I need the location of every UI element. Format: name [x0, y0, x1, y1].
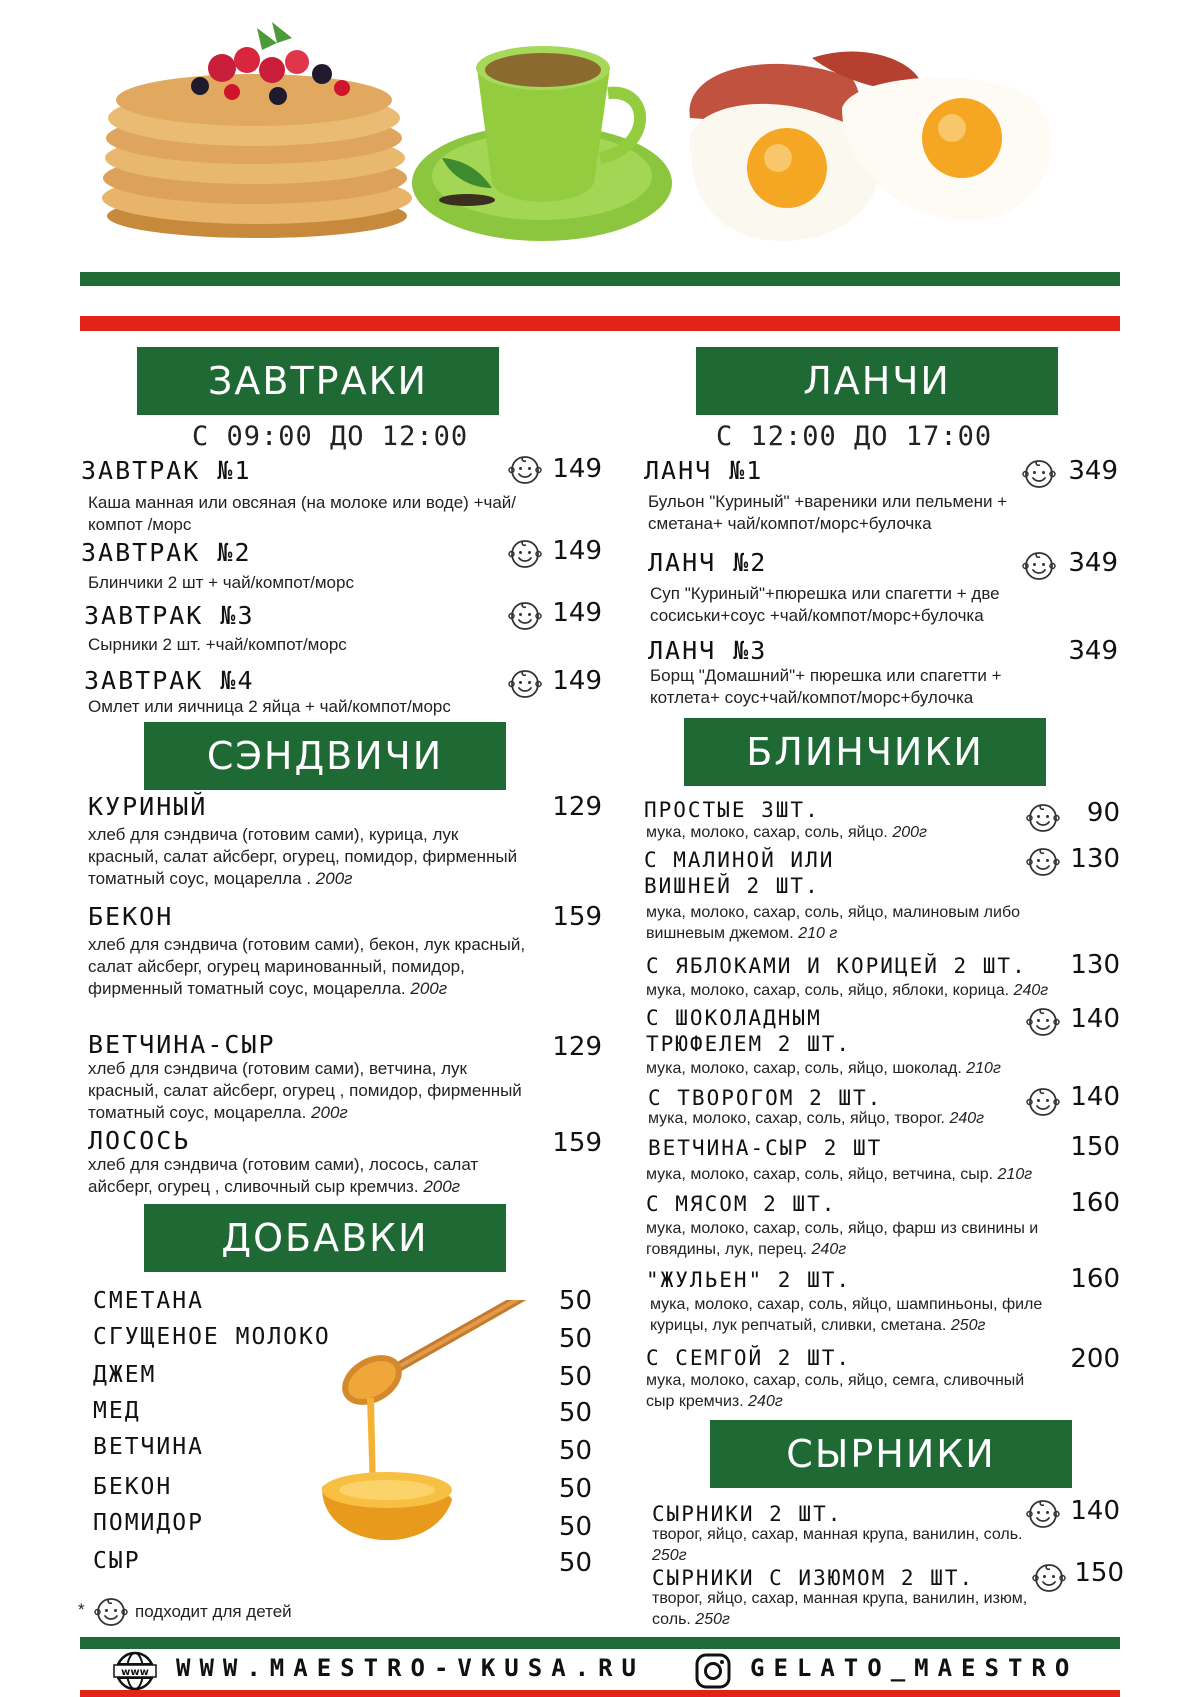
pancake-1-desc: мука, молоко, сахар, соль, яйцо. 200г: [646, 824, 927, 841]
lunch-2-title: ЛАНЧ №2: [648, 548, 768, 577]
globe-icon: [110, 1650, 160, 1692]
addon-3-label: ДЖЕМ: [93, 1362, 157, 1388]
lunch-3-title: ЛАНЧ №3: [648, 636, 768, 665]
pancake-4-title-line2: ТРЮФЕЛЕМ 2 ШТ.: [646, 1032, 852, 1056]
pancake-9-price: 200: [1070, 1344, 1120, 1374]
lunch-2-price: 349: [1068, 548, 1118, 578]
breakfast-hours: С 09:00 ДО 12:00: [192, 421, 469, 452]
fried-eggs-image: [689, 52, 1051, 241]
sandwich-4-price: 159: [552, 1128, 602, 1158]
pancake-4-title: С ШОКОЛАДНЫМ: [646, 1006, 822, 1030]
addon-7-price: 50: [558, 1512, 592, 1542]
pancake-3-desc: мука, молоко, сахар, соль, яйцо, яблоки, корица. 240г: [646, 982, 1049, 999]
instagram-icon: [694, 1652, 732, 1690]
sandwich-2-price: 159: [552, 902, 602, 932]
breakfast-4-desc: Омлет или яичница 2 яйца + чай/компот/морс: [88, 697, 451, 716]
child-face-icon: [508, 600, 542, 632]
addon-8-label: СЫР: [93, 1548, 141, 1574]
breakfast-4-price: 149: [552, 666, 602, 696]
lunch-3-price: 349: [1068, 636, 1118, 666]
footer-red-stripe: [80, 1690, 1120, 1697]
addon-2-label: СГУЩЕНОЕ МОЛОКО: [93, 1324, 331, 1350]
addon-6-label: БЕКОН: [93, 1474, 173, 1500]
syrniki-heading: СЫРНИКИ: [710, 1420, 1072, 1488]
sandwich-1-title: КУРИНЫЙ: [88, 792, 208, 821]
footer-note-text: подходит для детей: [135, 1602, 292, 1621]
website-link[interactable]: WWW.MAESTRO-VKUSA.RU: [176, 1654, 645, 1682]
addons-heading: ДОБАВКИ: [144, 1204, 506, 1272]
pancake-6-title: ВЕТЧИНА-СЫР 2 ШТ: [648, 1136, 883, 1160]
lunch-1-price: 349: [1068, 456, 1118, 486]
sandwich-4-desc: хлеб для сэндвича (готовим сами), лосось, салат айсберг, огурец , сливочный сыр кремчиз. 200г: [88, 1155, 479, 1196]
child-face-icon: [1032, 1562, 1066, 1594]
syrniki-2-desc: творог, яйцо, сахар, манная крупа, ванилин, изюм, соль. 250г: [652, 1590, 1028, 1628]
lunch-hours: С 12:00 ДО 17:00: [716, 421, 993, 452]
addon-7-label: ПОМИДОР: [93, 1510, 204, 1536]
honey-image: [312, 1300, 544, 1570]
sandwich-1-price: 129: [552, 792, 602, 822]
pancake-3-price: 130: [1070, 950, 1120, 980]
child-face-icon: [1022, 550, 1056, 582]
pancakes-heading: БЛИНЧИКИ: [684, 718, 1046, 786]
addon-1-price: 50: [558, 1286, 592, 1316]
pancake-3-title: С ЯБЛОКАМИ И КОРИЦЕЙ 2 ШТ.: [646, 954, 1027, 978]
addon-4-price: 50: [558, 1398, 592, 1428]
child-face-icon: [1026, 1006, 1060, 1038]
addon-6-price: 50: [558, 1474, 592, 1504]
sandwich-2-title: БЕКОН: [88, 902, 174, 931]
child-face-icon: [1026, 846, 1060, 878]
sandwich-3-title: ВЕТЧИНА-СЫР: [88, 1030, 276, 1059]
syrniki-2-price: 150: [1074, 1558, 1124, 1588]
lunch-3-desc: Борщ "Домашний"+ пюрешка или спагетти + котлета+ соус+чай/компот/морс+булочка: [650, 666, 1002, 707]
pancake-9-desc: мука, молоко, сахар, соль, яйцо, семга, сливочный сыр кремчиз. 240г: [646, 1372, 1025, 1410]
red-divider-stripe: [80, 316, 1120, 331]
footer-note-star: *: [78, 1600, 85, 1619]
addon-5-price: 50: [558, 1436, 592, 1466]
pancake-1-title: ПРОСТЫЕ 3ШТ.: [644, 798, 820, 822]
syrniki-1-title: СЫРНИКИ 2 ШТ.: [652, 1502, 843, 1526]
breakfast-2-price: 149: [552, 536, 602, 566]
pancake-6-desc: мука, молоко, сахар, соль, яйцо, ветчина, сыр. 210г: [646, 1166, 1033, 1183]
breakfast-3-desc: Сырники 2 шт. +чай/компот/морс: [88, 635, 347, 654]
pancake-5-title: С ТВОРОГОМ 2 ШТ.: [648, 1086, 883, 1110]
pancake-4-price: 140: [1070, 1004, 1120, 1034]
pancake-4-desc: мука, молоко, сахар, соль, яйцо, шоколад. 210г: [646, 1060, 1001, 1077]
addon-4-label: МЕД: [93, 1398, 141, 1424]
breakfast-1-desc: Каша манная или овсяная (на молоке или воде) +чай/компот /морс: [88, 493, 517, 534]
breakfast-2-title: ЗАВТРАК №2: [81, 538, 252, 567]
sandwich-3-price: 129: [552, 1032, 602, 1062]
hero-food-photos: [72, 8, 1128, 270]
breakfast-heading: ЗАВТРАКИ: [137, 347, 499, 415]
pancakes-image: [102, 22, 412, 238]
pancake-2-desc: мука, молоко, сахар, соль, яйцо, малиновым либо вишневым джемом. 210 г: [646, 904, 1021, 942]
child-face-icon: [508, 454, 542, 486]
pancake-7-price: 160: [1070, 1188, 1120, 1218]
pancake-5-desc: мука, молоко, сахар, соль, яйцо, творог. 240г: [648, 1110, 985, 1127]
sandwich-1-desc: хлеб для сэндвича (готовим сами), курица, лук красный, салат айсберг, огурец, помидор, фирменный томатный соус, моцарелла . 200г: [88, 825, 518, 888]
green-divider-stripe: [80, 272, 1120, 286]
child-face-icon: [94, 1596, 128, 1628]
addon-8-price: 50: [558, 1548, 592, 1578]
child-face-icon: [1022, 458, 1056, 490]
breakfast-1-price: 149: [552, 454, 602, 484]
pancake-7-title: С МЯСОМ 2 ШТ.: [646, 1192, 837, 1216]
breakfast-1-title: ЗАВТРАК №1: [81, 456, 252, 485]
syrniki-1-price: 140: [1070, 1496, 1120, 1526]
pancake-6-price: 150: [1070, 1132, 1120, 1162]
pancake-9-title: С СЕМГОЙ 2 ШТ.: [646, 1346, 852, 1370]
syrniki-1-desc: творог, яйцо, сахар, манная крупа, ванилин, соль. 250г: [652, 1526, 1023, 1564]
lunch-2-desc: Суп "Куриный"+пюрешка или спагетти + две сосиськи+соус +чай/компот/морс+булочка: [650, 584, 1000, 625]
footer-green-stripe: [80, 1637, 1120, 1649]
pancake-8-desc: мука, молоко, сахар, соль, яйцо, шампиньоны, филе курицы, лук репчатый, сливки, сметана. 250г: [650, 1296, 1043, 1334]
breakfast-3-title: ЗАВТРАК №3: [84, 601, 255, 630]
pancake-8-price: 160: [1070, 1264, 1120, 1294]
sandwich-3-desc: хлеб для сэндвича (готовим сами), ветчина, лук красный, салат айсберг, огурец , помидор, фирменный томатный соус, моцарелла. 200г: [88, 1059, 522, 1122]
sandwich-2-desc: хлеб для сэндвича (готовим сами), бекон, лук красный, салат айсберг, огурец маринованный, помидор, фирменный томатный соус, моцарелла. 200г: [88, 935, 526, 998]
lunch-1-title: ЛАНЧ №1: [644, 456, 764, 485]
pancake-5-price: 140: [1070, 1082, 1120, 1112]
globe-icon-text: www: [121, 1667, 149, 1678]
syrniki-2-title: СЫРНИКИ С ИЗЮМОМ 2 ШТ.: [652, 1566, 975, 1590]
addon-1-label: СМЕТАНА: [93, 1288, 204, 1314]
pancake-2-price: 130: [1070, 844, 1120, 874]
tea-cup-image: [412, 46, 672, 241]
addon-2-price: 50: [558, 1324, 592, 1354]
child-face-icon: [508, 538, 542, 570]
breakfast-3-price: 149: [552, 598, 602, 628]
breakfast-4-title: ЗАВТРАК №4: [84, 666, 255, 695]
lunch-1-desc: Бульон "Куриный" +вареники или пельмени + сметана+ чай/компот/морс+булочка: [648, 492, 1008, 533]
breakfast-2-desc: Блинчики 2 шт + чай/компот/морс: [88, 573, 354, 592]
pancake-1-price: 90: [1086, 798, 1120, 828]
pancake-2-title-line2: ВИШНЕЙ 2 ШТ.: [644, 874, 820, 898]
addon-3-price: 50: [558, 1362, 592, 1392]
pancake-8-title: "ЖУЛЬЕН" 2 ШТ.: [646, 1268, 852, 1292]
lunch-heading: ЛАНЧИ: [696, 347, 1058, 415]
instagram-link[interactable]: GELATO_MAESTRO: [750, 1654, 1079, 1682]
sandwich-4-title: ЛОСОСЬ: [88, 1126, 191, 1155]
pancake-7-desc: мука, молоко, сахар, соль, яйцо, фарш из свинины и говядины, лук, перец. 240г: [646, 1220, 1039, 1258]
pancake-2-title: С МАЛИНОЙ ИЛИ: [644, 848, 835, 872]
addon-5-label: ВЕТЧИНА: [93, 1434, 204, 1460]
sandwiches-heading: СЭНДВИЧИ: [144, 722, 506, 790]
